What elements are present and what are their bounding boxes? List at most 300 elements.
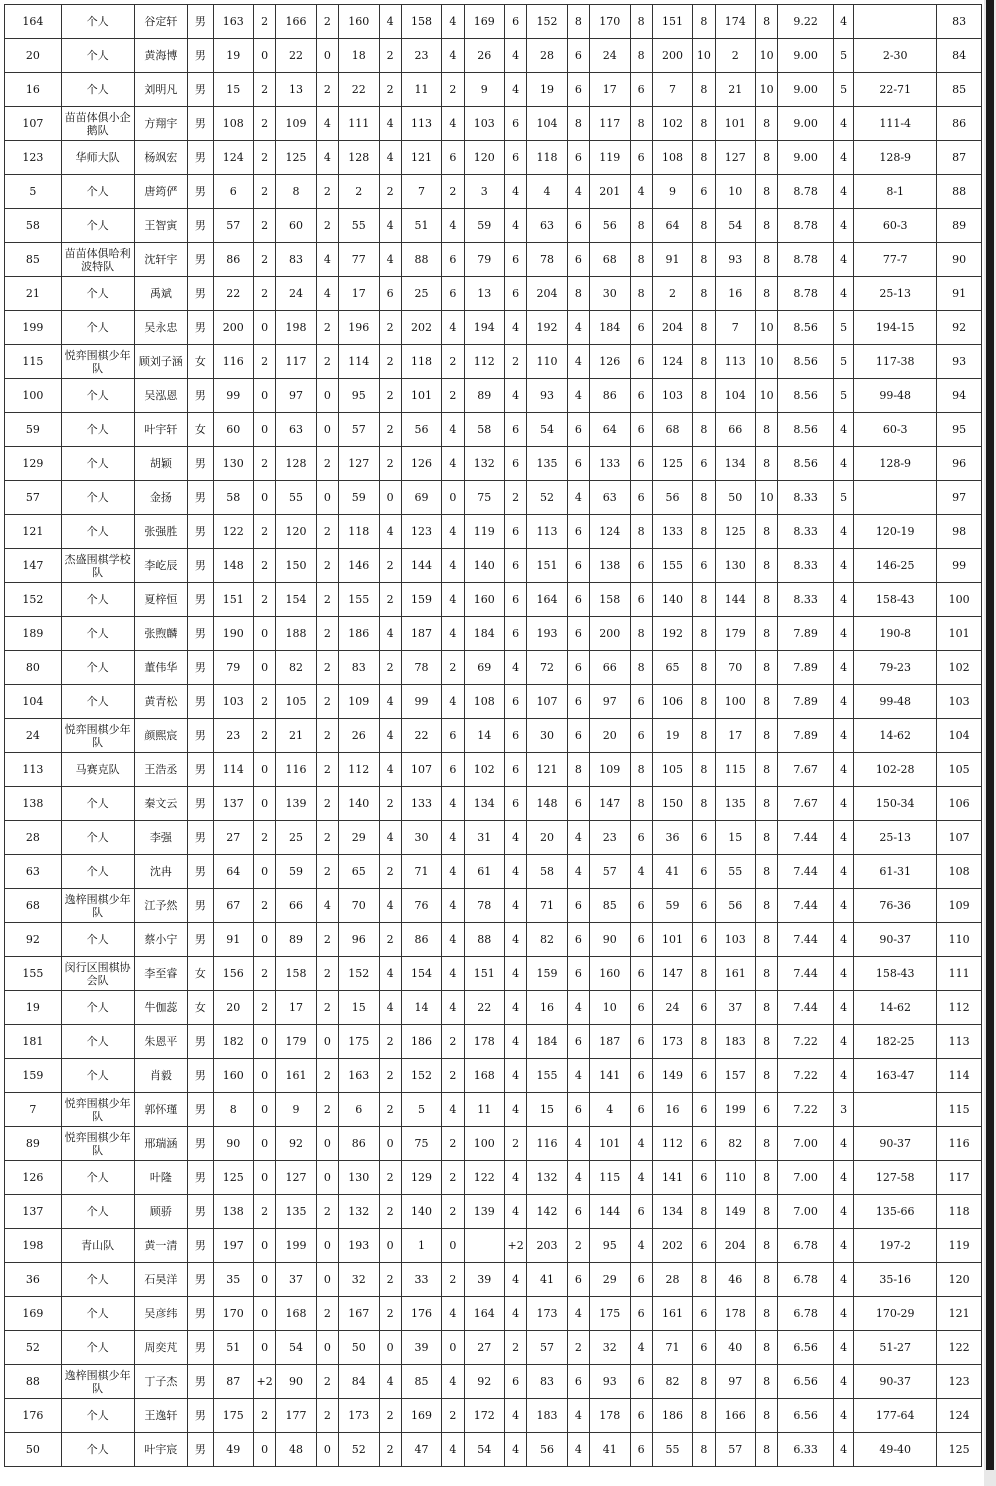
cell-r9-opponent: 135 (715, 787, 755, 821)
cell-r2-score: 2 (316, 549, 338, 583)
cell-r9-score: 8 (756, 821, 778, 855)
cell-r9-opponent: 10 (715, 175, 755, 209)
cell-r7-opponent: 85 (590, 889, 630, 923)
cell-r1-opponent: 6 (213, 175, 253, 209)
cell-r6-score: 6 (567, 447, 589, 481)
cell-r6-score: 4 (567, 379, 589, 413)
cell-pair: 49-40 (854, 1433, 937, 1467)
cell-r2-opponent: 37 (276, 1263, 316, 1297)
cell-r4-opponent: 169 (401, 1399, 441, 1433)
cell-r5-opponent: 27 (464, 1331, 504, 1365)
cell-r9-score: 8 (756, 413, 778, 447)
page-edge-bar (986, 0, 994, 1470)
cell-pair: 135-66 (854, 1195, 937, 1229)
cell-r3-opponent: 132 (339, 1195, 379, 1229)
cell-r4-opponent: 159 (401, 583, 441, 617)
cell-r5-score: +2 (505, 1229, 527, 1263)
cell-r3-score: 2 (379, 1433, 401, 1467)
cell-r8-opponent: 102 (652, 107, 692, 141)
cell-r3-opponent: 32 (339, 1263, 379, 1297)
cell-r4-opponent: 186 (401, 1025, 441, 1059)
cell-tiebreak: 7.44 (778, 923, 834, 957)
cell-player-name: 董伟华 (134, 651, 188, 685)
cell-tiebreak: 7.67 (778, 753, 834, 787)
cell-r4-opponent: 133 (401, 787, 441, 821)
cell-r7-opponent: 20 (590, 719, 630, 753)
table-row (5, 481, 982, 515)
cell-player-name: 顾刘子涵 (134, 345, 188, 379)
cell-gender: 男 (188, 447, 213, 481)
cell-r4-score: 2 (442, 345, 464, 379)
cell-r2-opponent: 158 (276, 957, 316, 991)
cell-r2-score: 4 (316, 243, 338, 277)
cell-pair: 22-71 (854, 73, 937, 107)
cell-pair: 117-38 (854, 345, 937, 379)
cell-player-name: 吴彦纬 (134, 1297, 188, 1331)
cell-rank: 94 (937, 379, 982, 413)
cell-player-no: 80 (5, 651, 62, 685)
cell-r6-score: 4 (567, 175, 589, 209)
cell-r2-score: 2 (316, 583, 338, 617)
cell-r1-score: 0 (254, 651, 276, 685)
cell-gender: 男 (188, 141, 213, 175)
cell-r8-opponent: 19 (652, 719, 692, 753)
cell-pair (854, 481, 937, 515)
cell-team: 个人 (61, 923, 134, 957)
cell-r4-score: 2 (442, 1025, 464, 1059)
table-row (5, 1263, 982, 1297)
cell-r5-score: 2 (505, 345, 527, 379)
cell-r4-score: 4 (442, 549, 464, 583)
cell-r8-opponent: 125 (652, 447, 692, 481)
cell-rank: 117 (937, 1161, 982, 1195)
cell-player-name: 黄海博 (134, 39, 188, 73)
cell-r4-opponent: 33 (401, 1263, 441, 1297)
cell-r3-opponent: 109 (339, 685, 379, 719)
cell-wins: 4 (833, 889, 853, 923)
cell-r5-opponent: 59 (464, 209, 504, 243)
cell-player-no: 21 (5, 277, 62, 311)
cell-gender: 男 (188, 889, 213, 923)
cell-r9-score: 8 (756, 719, 778, 753)
cell-r6-opponent: 16 (527, 991, 567, 1025)
cell-r2-score: 2 (316, 209, 338, 243)
cell-r6-opponent: 41 (527, 1263, 567, 1297)
cell-r1-opponent: 99 (213, 379, 253, 413)
cell-r9-opponent: 199 (715, 1093, 755, 1127)
cell-r9-score: 10 (756, 379, 778, 413)
cell-r7-score: 4 (630, 175, 652, 209)
cell-r5-score: 6 (505, 413, 527, 447)
cell-r1-score: 0 (254, 787, 276, 821)
cell-r7-score: 4 (630, 1161, 652, 1195)
cell-r1-opponent: 137 (213, 787, 253, 821)
cell-r6-opponent: 56 (527, 1433, 567, 1467)
cell-wins: 4 (833, 1195, 853, 1229)
cell-r2-score: 2 (316, 1297, 338, 1331)
cell-player-name: 吴泓恩 (134, 379, 188, 413)
cell-r1-score: 2 (254, 209, 276, 243)
cell-r9-score: 6 (756, 1093, 778, 1127)
cell-r4-opponent: 101 (401, 379, 441, 413)
cell-r6-opponent: 192 (527, 311, 567, 345)
cell-r4-opponent: 47 (401, 1433, 441, 1467)
cell-pair (854, 1093, 937, 1127)
cell-r4-opponent: 76 (401, 889, 441, 923)
cell-r4-score: 6 (442, 243, 464, 277)
cell-r5-score: 4 (505, 1093, 527, 1127)
cell-r9-score: 8 (756, 651, 778, 685)
cell-r9-score: 8 (756, 107, 778, 141)
cell-rank: 95 (937, 413, 982, 447)
cell-r2-score: 2 (316, 957, 338, 991)
cell-r2-opponent: 177 (276, 1399, 316, 1433)
cell-r6-score: 6 (567, 957, 589, 991)
table-row (5, 1093, 982, 1127)
cell-r5-opponent: 194 (464, 311, 504, 345)
cell-r4-opponent: 99 (401, 685, 441, 719)
cell-r8-score: 8 (693, 651, 715, 685)
cell-r2-opponent: 60 (276, 209, 316, 243)
cell-r4-opponent: 1 (401, 1229, 441, 1263)
cell-player-name: 牛伽蕊 (134, 991, 188, 1025)
table-row (5, 549, 982, 583)
cell-r5-opponent: 13 (464, 277, 504, 311)
cell-r5-score: 2 (505, 1331, 527, 1365)
cell-r8-score: 6 (693, 855, 715, 889)
cell-wins: 5 (833, 73, 853, 107)
cell-wins: 5 (833, 345, 853, 379)
cell-r3-score: 2 (379, 1093, 401, 1127)
cell-player-no: 199 (5, 311, 62, 345)
cell-r6-opponent: 19 (527, 73, 567, 107)
cell-r1-score: 2 (254, 1195, 276, 1229)
cell-r2-opponent: 166 (276, 5, 316, 39)
cell-r4-score: 2 (442, 1195, 464, 1229)
cell-r6-score: 8 (567, 277, 589, 311)
cell-rank: 86 (937, 107, 982, 141)
cell-rank: 103 (937, 685, 982, 719)
cell-r2-opponent: 120 (276, 515, 316, 549)
cell-r2-score: 2 (316, 821, 338, 855)
cell-r4-opponent: 144 (401, 549, 441, 583)
cell-r7-opponent: 63 (590, 481, 630, 515)
cell-tiebreak: 6.33 (778, 1433, 834, 1467)
cell-tiebreak: 7.89 (778, 651, 834, 685)
cell-player-name: 李至睿 (134, 957, 188, 991)
cell-r6-opponent: 20 (527, 821, 567, 855)
cell-r6-score: 8 (567, 753, 589, 787)
cell-r2-opponent: 83 (276, 243, 316, 277)
cell-r6-score: 4 (567, 1399, 589, 1433)
cell-r8-opponent: 133 (652, 515, 692, 549)
cell-player-no: 89 (5, 1127, 62, 1161)
cell-r9-opponent: 66 (715, 413, 755, 447)
cell-r3-opponent: 118 (339, 515, 379, 549)
cell-r1-opponent: 79 (213, 651, 253, 685)
cell-r3-score: 4 (379, 889, 401, 923)
cell-team: 个人 (61, 311, 134, 345)
cell-tiebreak: 6.56 (778, 1365, 834, 1399)
cell-r6-score: 8 (567, 107, 589, 141)
cell-r4-opponent: 107 (401, 753, 441, 787)
cell-tiebreak: 7.00 (778, 1195, 834, 1229)
cell-r1-score: 2 (254, 107, 276, 141)
cell-r3-score: 2 (379, 1399, 401, 1433)
cell-r7-score: 4 (630, 1127, 652, 1161)
cell-r4-score: 0 (442, 481, 464, 515)
cell-wins: 4 (833, 685, 853, 719)
cell-r5-opponent: 31 (464, 821, 504, 855)
cell-r3-opponent: 84 (339, 1365, 379, 1399)
cell-r7-score: 6 (630, 923, 652, 957)
cell-r6-opponent: 116 (527, 1127, 567, 1161)
table-row (5, 1161, 982, 1195)
cell-gender: 男 (188, 311, 213, 345)
cell-r7-score: 6 (630, 1297, 652, 1331)
cell-team: 个人 (61, 1297, 134, 1331)
cell-r9-opponent: 16 (715, 277, 755, 311)
cell-tiebreak: 8.33 (778, 549, 834, 583)
cell-r9-opponent: 37 (715, 991, 755, 1025)
cell-r2-score: 0 (316, 1127, 338, 1161)
cell-rank: 124 (937, 1399, 982, 1433)
cell-r3-opponent: 193 (339, 1229, 379, 1263)
cell-r4-score: 4 (442, 583, 464, 617)
cell-r5-opponent: 102 (464, 753, 504, 787)
cell-r4-opponent: 140 (401, 1195, 441, 1229)
cell-r6-opponent: 184 (527, 1025, 567, 1059)
cell-r8-opponent: 155 (652, 549, 692, 583)
cell-rank: 114 (937, 1059, 982, 1093)
cell-r9-opponent: 40 (715, 1331, 755, 1365)
cell-r4-score: 2 (442, 1059, 464, 1093)
cell-wins: 4 (833, 1433, 853, 1467)
cell-team: 个人 (61, 515, 134, 549)
cell-rank: 107 (937, 821, 982, 855)
cell-pair: 111-4 (854, 107, 937, 141)
cell-r8-opponent: 141 (652, 1161, 692, 1195)
cell-player-no: 104 (5, 685, 62, 719)
cell-r6-score: 6 (567, 651, 589, 685)
cell-r9-score: 8 (756, 209, 778, 243)
cell-r8-opponent: 28 (652, 1263, 692, 1297)
cell-pair: 25-13 (854, 277, 937, 311)
cell-r1-opponent: 182 (213, 1025, 253, 1059)
cell-r7-opponent: 101 (590, 1127, 630, 1161)
cell-r6-score: 6 (567, 73, 589, 107)
cell-r2-score: 0 (316, 1025, 338, 1059)
cell-r3-opponent: 55 (339, 209, 379, 243)
cell-team: 个人 (61, 617, 134, 651)
cell-rank: 113 (937, 1025, 982, 1059)
table-row (5, 73, 982, 107)
cell-r8-opponent: 9 (652, 175, 692, 209)
cell-rank: 101 (937, 617, 982, 651)
cell-r2-score: 0 (316, 1263, 338, 1297)
cell-r6-opponent: 78 (527, 243, 567, 277)
cell-r3-score: 4 (379, 821, 401, 855)
cell-player-no: 107 (5, 107, 62, 141)
cell-r1-opponent: 35 (213, 1263, 253, 1297)
cell-r2-opponent: 135 (276, 1195, 316, 1229)
cell-r6-opponent: 203 (527, 1229, 567, 1263)
cell-r7-opponent: 117 (590, 107, 630, 141)
cell-r8-opponent: 112 (652, 1127, 692, 1161)
cell-pair: 79-23 (854, 651, 937, 685)
cell-r6-score: 4 (567, 345, 589, 379)
cell-r6-score: 4 (567, 821, 589, 855)
cell-pair: 51-27 (854, 1331, 937, 1365)
cell-r5-score: 4 (505, 1433, 527, 1467)
cell-tiebreak: 9.00 (778, 73, 834, 107)
cell-r1-score: 0 (254, 311, 276, 345)
cell-player-no: 159 (5, 1059, 62, 1093)
cell-r5-opponent: 120 (464, 141, 504, 175)
cell-r2-opponent: 125 (276, 141, 316, 175)
cell-wins: 4 (833, 175, 853, 209)
cell-r7-opponent: 41 (590, 1433, 630, 1467)
cell-rank: 93 (937, 345, 982, 379)
cell-r5-opponent: 169 (464, 5, 504, 39)
cell-r4-opponent: 86 (401, 923, 441, 957)
cell-r7-score: 4 (630, 1229, 652, 1263)
cell-player-no: 5 (5, 175, 62, 209)
cell-r9-opponent: 157 (715, 1059, 755, 1093)
cell-r9-score: 8 (756, 1195, 778, 1229)
cell-gender: 男 (188, 719, 213, 753)
cell-r5-score: 6 (505, 141, 527, 175)
cell-wins: 4 (833, 583, 853, 617)
table-row (5, 1025, 982, 1059)
cell-r9-opponent: 2 (715, 39, 755, 73)
cell-r7-score: 6 (630, 481, 652, 515)
cell-r8-score: 6 (693, 991, 715, 1025)
cell-r8-opponent: 64 (652, 209, 692, 243)
cell-r1-score: 2 (254, 447, 276, 481)
cell-wins: 5 (833, 379, 853, 413)
cell-r8-opponent: 106 (652, 685, 692, 719)
cell-r4-score: 2 (442, 1127, 464, 1161)
cell-r4-opponent: 85 (401, 1365, 441, 1399)
cell-r7-opponent: 115 (590, 1161, 630, 1195)
cell-r2-score: 2 (316, 991, 338, 1025)
cell-gender: 男 (188, 651, 213, 685)
cell-team: 马赛克队 (61, 753, 134, 787)
cell-team: 个人 (61, 209, 134, 243)
cell-gender: 男 (188, 855, 213, 889)
cell-r4-opponent: 152 (401, 1059, 441, 1093)
cell-r5-opponent: 132 (464, 447, 504, 481)
cell-r8-opponent: 59 (652, 889, 692, 923)
cell-player-name: 郭怀瑾 (134, 1093, 188, 1127)
cell-r7-score: 8 (630, 243, 652, 277)
cell-r6-score: 4 (567, 1127, 589, 1161)
cell-r4-score: 4 (442, 39, 464, 73)
cell-r8-opponent: 24 (652, 991, 692, 1025)
cell-r7-score: 8 (630, 515, 652, 549)
cell-team: 悦弈围棋少年队 (61, 345, 134, 379)
cell-tiebreak: 6.78 (778, 1229, 834, 1263)
cell-pair: 14-62 (854, 719, 937, 753)
cell-r2-score: 2 (316, 1365, 338, 1399)
cell-r2-score: 2 (316, 617, 338, 651)
cell-r9-opponent: 97 (715, 1365, 755, 1399)
cell-r2-opponent: 8 (276, 175, 316, 209)
cell-r2-opponent: 161 (276, 1059, 316, 1093)
cell-r6-score: 4 (567, 481, 589, 515)
cell-r7-opponent: 10 (590, 991, 630, 1025)
cell-r9-score: 8 (756, 1365, 778, 1399)
cell-r1-opponent: 156 (213, 957, 253, 991)
cell-player-name: 王浩丞 (134, 753, 188, 787)
cell-r4-score: 0 (442, 1229, 464, 1263)
table-row (5, 209, 982, 243)
cell-r9-opponent: 174 (715, 5, 755, 39)
cell-pair: 128-9 (854, 447, 937, 481)
cell-r8-score: 6 (693, 175, 715, 209)
cell-r3-opponent: 96 (339, 923, 379, 957)
cell-gender: 男 (188, 617, 213, 651)
cell-r3-score: 0 (379, 1331, 401, 1365)
cell-wins: 4 (833, 549, 853, 583)
cell-r2-opponent: 198 (276, 311, 316, 345)
cell-player-name: 沈冉 (134, 855, 188, 889)
cell-r8-opponent: 149 (652, 1059, 692, 1093)
cell-gender: 男 (188, 1263, 213, 1297)
cell-pair: 120-19 (854, 515, 937, 549)
cell-r9-opponent: 101 (715, 107, 755, 141)
cell-r7-opponent: 56 (590, 209, 630, 243)
cell-rank: 115 (937, 1093, 982, 1127)
cell-r9-opponent: 54 (715, 209, 755, 243)
cell-rank: 84 (937, 39, 982, 73)
cell-rank: 96 (937, 447, 982, 481)
cell-r5-opponent: 22 (464, 991, 504, 1025)
cell-player-no: 85 (5, 243, 62, 277)
cell-r1-score: 0 (254, 379, 276, 413)
cell-r2-score: 2 (316, 651, 338, 685)
cell-r3-opponent: 86 (339, 1127, 379, 1161)
cell-rank: 108 (937, 855, 982, 889)
cell-r3-score: 4 (379, 209, 401, 243)
cell-r9-score: 10 (756, 481, 778, 515)
cell-r1-score: 0 (254, 753, 276, 787)
cell-r7-score: 6 (630, 73, 652, 107)
cell-gender: 男 (188, 1127, 213, 1161)
cell-r1-score: 2 (254, 243, 276, 277)
cell-r2-opponent: 55 (276, 481, 316, 515)
table-row (5, 1059, 982, 1093)
cell-gender: 男 (188, 107, 213, 141)
cell-r5-score: 6 (505, 719, 527, 753)
cell-r6-score: 4 (567, 1059, 589, 1093)
cell-r6-score: 6 (567, 209, 589, 243)
cell-r1-score: 2 (254, 549, 276, 583)
cell-r1-score: 2 (254, 583, 276, 617)
cell-r2-score: 4 (316, 107, 338, 141)
table-row (5, 991, 982, 1025)
cell-r7-opponent: 175 (590, 1297, 630, 1331)
cell-r1-score: 0 (254, 1433, 276, 1467)
cell-tiebreak: 8.33 (778, 583, 834, 617)
cell-r6-opponent: 54 (527, 413, 567, 447)
cell-r5-score: 4 (505, 923, 527, 957)
cell-r7-score: 6 (630, 141, 652, 175)
cell-r6-opponent: 142 (527, 1195, 567, 1229)
cell-r9-opponent: 130 (715, 549, 755, 583)
cell-r5-score: 4 (505, 1297, 527, 1331)
